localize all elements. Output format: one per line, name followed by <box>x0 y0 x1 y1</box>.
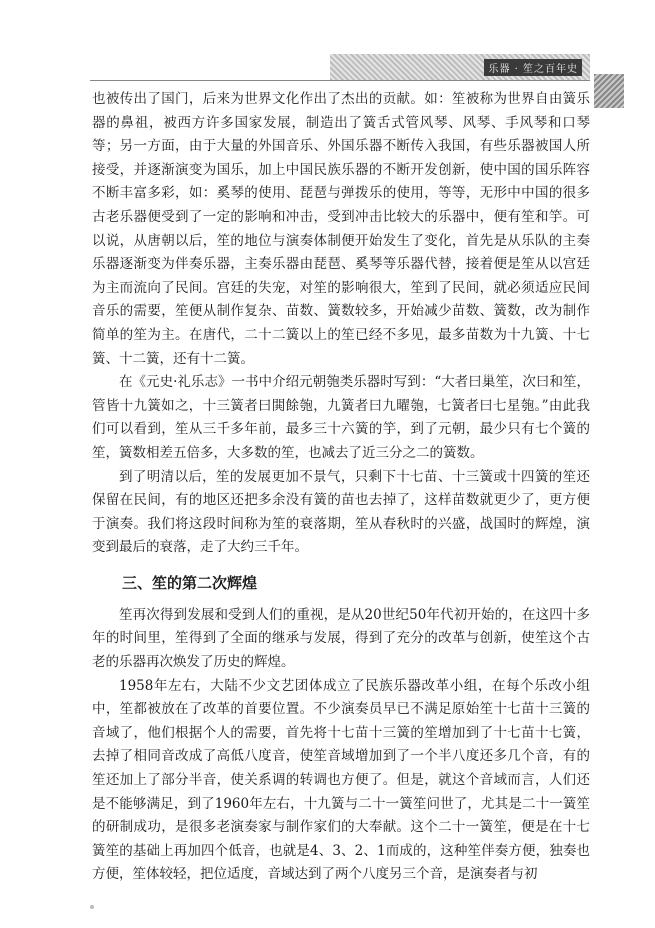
body-paragraph: 在《元史·礼乐志》一书中介绍元朝匏类乐器时写到：“大者曰巢笙，次曰和笙，管皆十九簧如之，十三簧者曰閧餘匏，九簧者曰九曜匏，七簧者曰七星匏。”由此我们可以看到，笙从三千多年前，最多三十六簧的竽，到了元朝，最少只有七个簧的笙，簧数相差五倍多，大多数的笙，也减去了近三分之二的簧数。 <box>92 374 590 461</box>
body-paragraph: 到了明清以后，笙的发展更加不景气，只剩下十七苗、十三簧或十四簧的笙还保留在民间，有的地区还把多余没有簧的苗也去掉了，这样苗数就更少了，更方便于演奏。我们将这段时间称为笙的衰落期，笙从春秋时的兴盛，战国时的辉煌，演变到最后的衰落，走了大约三千年。 <box>92 468 590 556</box>
header-label: 乐器 · 笙之百年史 <box>484 59 582 76</box>
page-body <box>92 88 590 887</box>
header-rule <box>90 80 590 81</box>
body-paragraph: 也被传出了国门，后来为世界文化作出了杰出的贡献。如：笙被称为世界自由簧乐器的鼻祖，被西方许多国家发展，制造出了簧舌式管风琴、风琴、手风琴和口琴等；另一方面，由于大量的外国音乐、外国乐器不断传入我国，有些乐器被国人所接受，并逐渐演变为国乐，加上中国民族乐器的不断开发创新，使中国的国乐阵容不断丰富多彩，如：奚琴的使用、琵琶与弹拨乐的使用，等等，无形中中国的很多古老乐器便受到了一定的影响和冲击，受到冲击比较大的乐器中，便有笙和竽。可以说，从唐朝以后，笙的地位与演奏体制便开始发生了变化，首先是从乐队的主奏乐器逐渐变为伴奏乐器，主奏乐器由琵琶、奚琴等乐器代替，接着便是笙从以宫廷为主而流向了民间。宫廷的失宠，对笙的影响很大，笙到了民间，就必须适应民间音乐的需要，笙便从制作复杂、苗数、簧数较多，开始减少苗数、簧数，改为制作简单的笙为主。在唐代，二十二簧以上的笙已经不多见，最多苗数为十九簧、十七簧、十二簧，还有十二簧。 <box>92 91 590 367</box>
side-tab-marker <box>594 74 624 108</box>
scan-speck <box>90 905 94 909</box>
page-header-band <box>330 54 590 81</box>
section-heading: 三、笙的第二次辉煌 <box>122 573 258 592</box>
body-paragraph: 1958年左右，大陆不少文艺团体成立了民族乐器改革小组，在每个乐改小组中，笙都被放在了改革的首要位置。不少演奏员早已不满足原始笙十七苗十三簧的音域了，他们根据个人的需要，首先将十七苗十三簧的笙增加到了十七苗十七簧，去掉了相同音改成了高低八度音，使笙音域增加到了一个半八度还多几个音，有的笙还加上了部分半音，使关系调的转调也方便了。但是，就这个音域而言，人们还是不能够满足，到了1960年左右，十九簧与二十一簧笙问世了，尤其是二十一簧笙的研制成功，是很多老演奏家与制作家们的大奉献。这个二十一簧笙，便是在十七簧笙的基础上再加四个低音，也就是4、3、2、1而成的，这种笙伴奏方便，独奏也方便，笙体较轻，把位适度，音域达到了两个八度另三个音，是演奏者与初 <box>92 677 590 883</box>
body-paragraph: 笙再次得到发展和受到人们的重视，是从20世纪50年代初开始的，在这四十多年的时间里，笙得到了全面的继承与发展，得到了充分的改革与创新，使笙这个古老的乐器再次焕发了历史的辉煌。 <box>92 606 590 671</box>
